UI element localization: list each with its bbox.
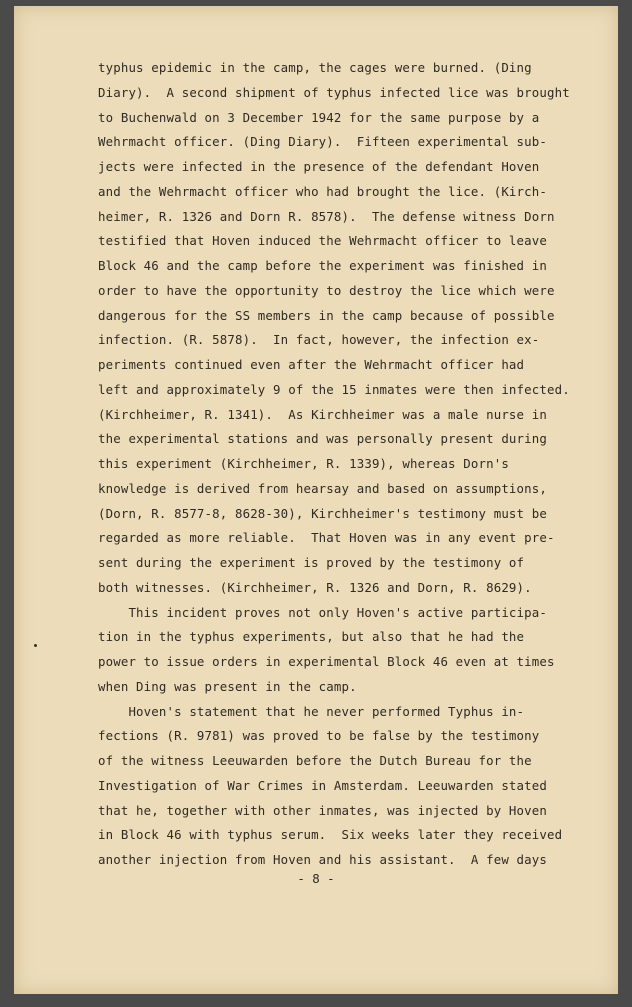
- text-line: infection. (R. 5878). In fact, however, the infection ex-: [98, 332, 540, 348]
- text-line: both witnesses. (Kirchheimer, R. 1326 and Dorn, R. 8629).: [98, 579, 532, 595]
- text-line: another injection from Hoven and his assistant. A few days: [98, 852, 547, 867]
- body-text: [98, 56, 588, 873]
- text-line: dangerous for the SS members in the camp because of possible: [98, 307, 555, 323]
- text-line: typhus epidemic in the camp, the cages were burned. (Ding: [98, 60, 532, 75]
- text-line: (Dorn, R. 8577-8, 8628-30), Kirchheimer's testimony must be: [98, 505, 547, 521]
- text-line: knowledge is derived from hearsay and based on assumptions,: [98, 480, 547, 496]
- margin-mark: [34, 644, 37, 647]
- text-line: Investigation of War Crimes in Amsterdam. Leeuwarden stated: [98, 777, 547, 793]
- text-line: heimer, R. 1326 and Dorn R. 8578). The defense witness Dorn: [98, 208, 555, 224]
- text-line: power to issue orders in experimental Block 46 even at times: [98, 654, 555, 669]
- text-line: periments continued even after the Wehrmacht officer had: [98, 357, 525, 372]
- text-line: This incident proves not only Hoven's active participa-: [98, 604, 547, 620]
- text-line: to Buchenwald on 3 December 1942 for the same purpose by a: [98, 109, 540, 125]
- text-line: fections (R. 9781) was proved to be false by the testimony: [98, 728, 540, 744]
- text-line: that he, together with other inmates, was injected by Hoven: [98, 802, 547, 818]
- text-line: (Kirchheimer, R. 1341). As Kirchheimer was a male nurse in: [98, 406, 547, 422]
- page-number: - 8 -: [297, 871, 335, 886]
- document-page: [14, 6, 618, 994]
- text-line: order to have the opportunity to destroy the lice which were: [98, 282, 555, 298]
- text-line: Hoven's statement that he never performed Typhus in-: [98, 703, 525, 719]
- text-line: this experiment (Kirchheimer, R. 1339), whereas Dorn's: [98, 456, 509, 471]
- text-line: left and approximately 9 of the 15 inmates were then infected.: [98, 381, 570, 397]
- text-line: Wehrmacht officer. (Ding Diary). Fifteen experimental sub-: [98, 134, 547, 150]
- text-line: of the witness Leeuwarden before the Dutch Bureau for the: [98, 753, 532, 768]
- text-line: testified that Hoven induced the Wehrmacht officer to leave: [98, 233, 547, 249]
- text-line: jects were infected in the presence of the defendant Hoven: [98, 159, 540, 174]
- text-line: regarded as more reliable. That Hoven was in any event pre-: [98, 530, 555, 546]
- text-line: in Block 46 with typhus serum. Six weeks later they received: [98, 827, 563, 843]
- text-line: tion in the typhus experiments, but also that he had the: [98, 629, 525, 645]
- text-line: when Ding was present in the camp.: [98, 678, 357, 694]
- text-line: sent during the experiment is proved by the testimony of: [98, 555, 525, 570]
- text-line: and the Wehrmacht officer who had brought the lice. (Kirch-: [98, 183, 547, 199]
- text-line: the experimental stations and was personally present during: [98, 431, 547, 447]
- text-line: Block 46 and the camp before the experiment was finished in: [98, 258, 547, 273]
- text-line: Diary). A second shipment of typhus infected lice was brought: [98, 84, 570, 100]
